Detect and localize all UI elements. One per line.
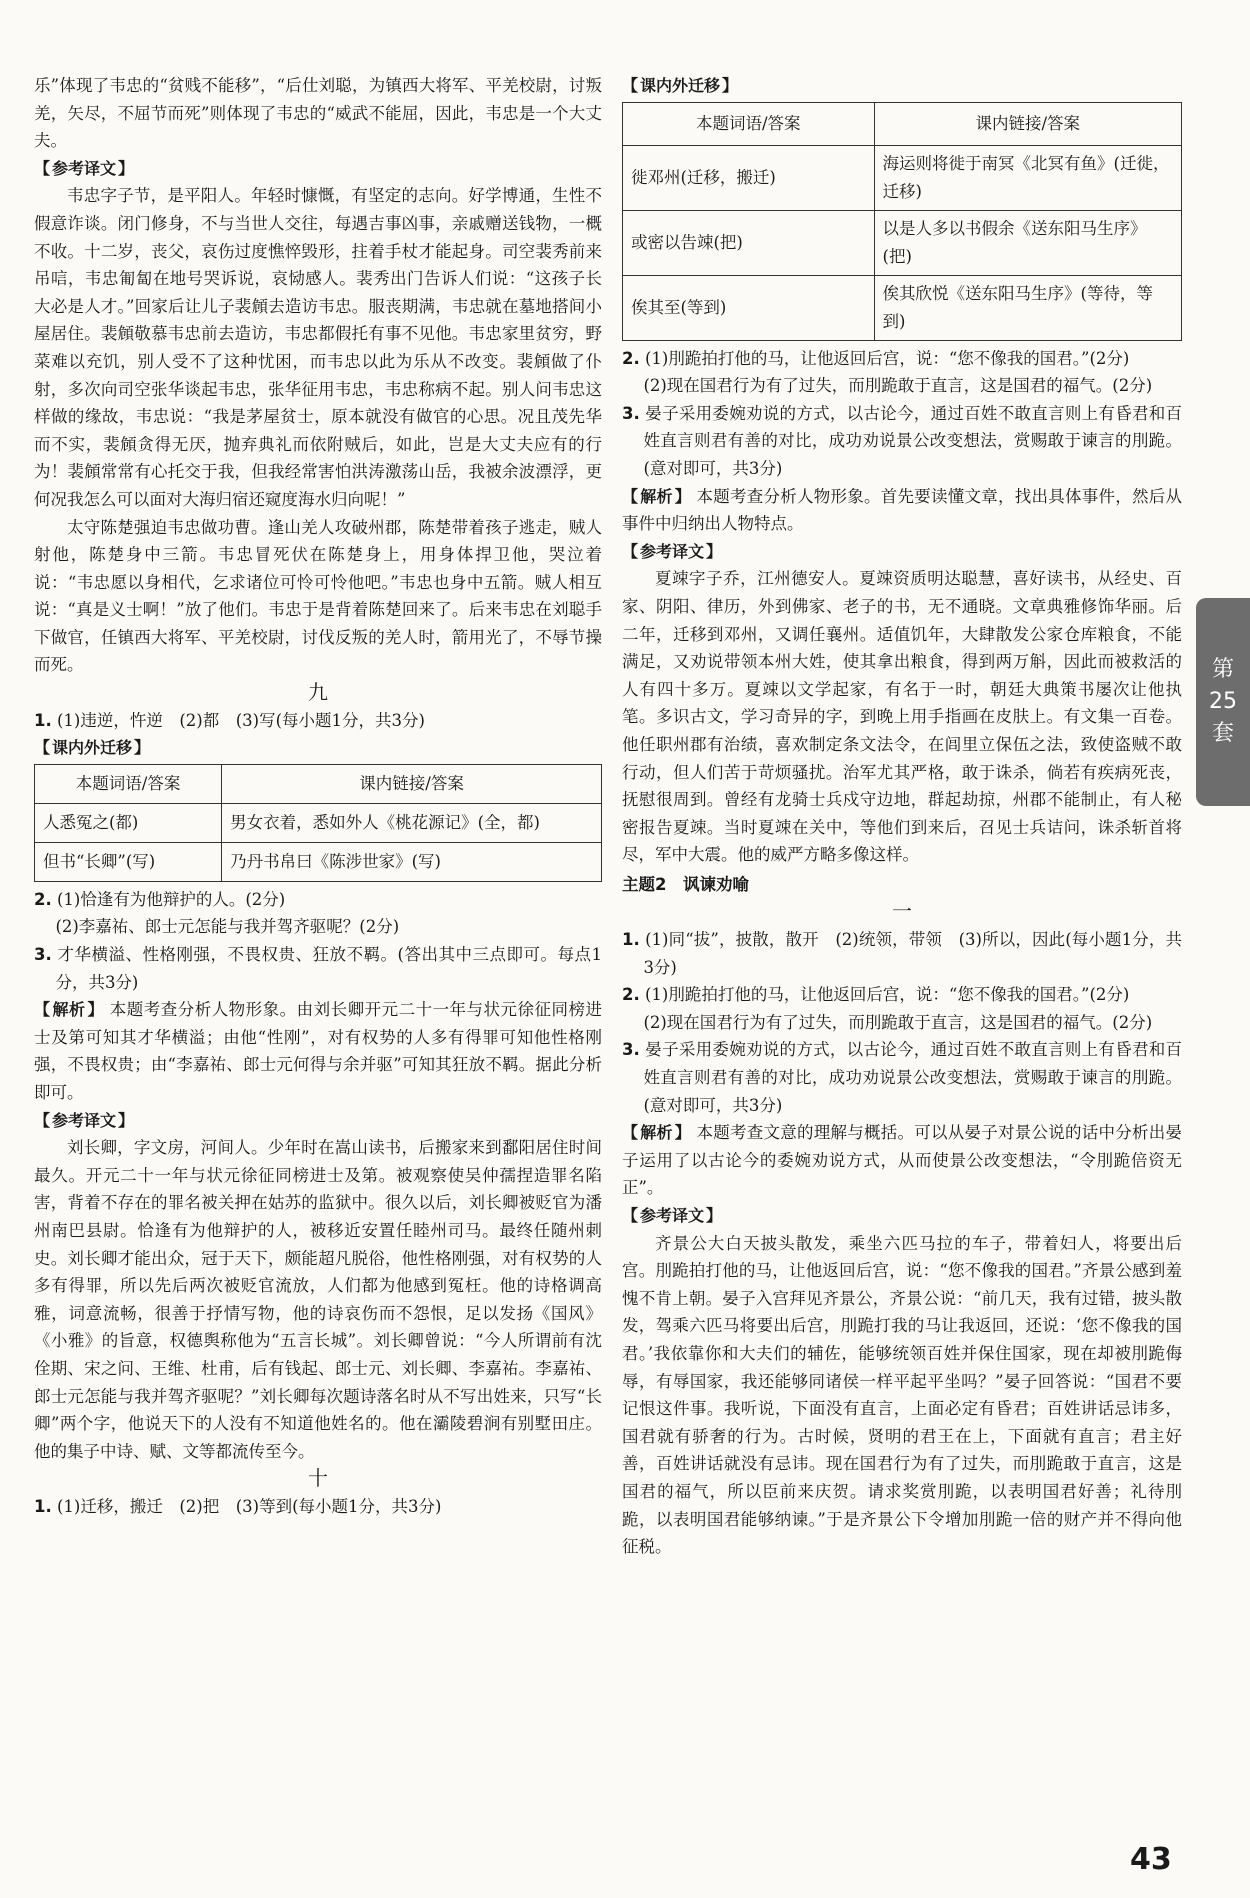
q2-10-b: (2)现在国君行为有了过失，而刖跪敢于直言，这是国君的福气。(2分): [643, 376, 1153, 396]
table9-header-1: 本题词语/答案: [35, 764, 222, 803]
table-row: [35, 842, 602, 881]
q2-t2-b: (2)现在国君行为有了过失，而刖跪敢于直言，这是国君的福气。(2分): [643, 1012, 1153, 1032]
table-cell: 徙邓州(迁移，搬迁): [623, 145, 875, 210]
topic-title: 主题2 讽谏劝喻: [622, 874, 749, 894]
analysis-9: 【 解析 】 本题考查分析人物形象。由刘长卿开元二十一年与状元徐征同榜进士及第可知其才华横溢；由他“性刚”，对有权势的人多有得罪可知他性格刚强，不畏权贵；由“李嘉祐、郎士元何得与余并驱”可知其狂放不羁。据此分析即可。: [34, 1000, 602, 1102]
right-column: [622, 72, 1182, 1561]
q3-t2: 3. 晏子采用委婉劝说的方式，以古论今，通过百姓不敢直言则上有昏君和百姓直言则君有善的对比，成功劝说景公改变想法，赏赐敢于谏言的刖跪。(意对即可，共3分): [622, 1040, 1182, 1115]
left-column: [34, 72, 602, 1521]
ref-translation-label-10: 【 参考译文 】: [622, 541, 723, 561]
intro-paragraph: 乐”体现了韦忠的“贫贱不能移”，“后仕刘聪，为镇西大将军、平羌校尉，讨叛羌，矢尽，不屈节而死”则体现了韦忠的“威武不能屈，因此，韦忠是一个大丈夫。: [34, 76, 602, 151]
page-number: 43: [1130, 1842, 1172, 1877]
analysis-10: 【 解析 】 本题考查分析人物形象。首先要读懂文章，找出具体事件，然后从事件中归纳出人物特点。: [622, 486, 1182, 534]
table-cell: 男女衣着，悉如外人《桃花源记》(全，都): [222, 803, 602, 842]
table10-header-2: 课内链接/答案: [874, 102, 1181, 145]
table-row: [623, 145, 1182, 210]
table9-header-2: 课内链接/答案: [222, 764, 602, 803]
set-number-tab: [1196, 598, 1250, 806]
transfer-label-10: 【 课内外迁移 】: [622, 76, 739, 95]
table-row: [35, 803, 602, 842]
table-cell: 但书“长卿”(写): [35, 842, 222, 881]
ref-translation-label-9: 【 参考译文 】: [34, 1110, 135, 1130]
table-cell: 海运则将徙于南冥《北冥有鱼》(迁徙，迁移): [874, 145, 1181, 210]
transfer-label-9: 【 课内外迁移 】: [34, 738, 151, 758]
q2-t2-a: 2. (1)刖跪拍打他的马，让他返回后宫，说：“您不像我的国君。”(2分): [622, 985, 1130, 1005]
table-cell: 人悉冤之(都): [35, 803, 222, 842]
tab-line-1: 第: [1211, 657, 1234, 682]
q2-10-a: 2. (1)刖跪拍打他的马，让他返回后宫，说：“您不像我的国君。”(2分): [622, 348, 1130, 368]
table-cell: 以是人多以书假余《送东阳马生序》(把): [874, 210, 1181, 275]
q3-10: 3. 晏子采用委婉劝说的方式，以古论今，通过百姓不敢直言则上有昏君和百姓直言则君有善的对比，成功劝说景公改变想法，赏赐敢于谏言的刖跪。(意对即可，共3分): [622, 403, 1182, 478]
q1-10: 1. (1)迁移，搬迁 (2)把 (3)等到(每小题1分，共3分): [34, 1496, 442, 1516]
table-cell: 俟其欣悦《送东阳马生序》(等待，等到): [874, 275, 1181, 340]
q2-9-b: (2)李嘉祐、郎士元怎能与我并驾齐驱呢？(2分): [55, 917, 400, 937]
table-cell: 俟其至(等到): [623, 275, 875, 340]
translation-t2: 齐景公大白天披头散发，乘坐六匹马拉的车子，带着妇人，将要出后宫。刖跪拍打他的马，让他返回后宫，说：“您不像我的国君。”齐景公感到羞愧不肯上朝。晏子入宫拜见齐景公，齐景公说：“前几天，我有过错，披头散发，驾乘六匹马将要出后宫，刖跪打我的马让我返回，还说：‘您不像我的国君。’我依靠你和大夫们的辅佐，能够统领百姓并保住国家，现在却被刖跪侮辱，有辱国家，我还能够同诸侯一样平起平坐吗？”晏子回答说：“国君不要记恨这件事。我听说，下面没有直言，上面必定有昏君；百姓讲话忌讳多，国君就有骄奢的行为。古时候，贤明的君王在上，下面就有直言；君主好善，百姓讲话就没有忌讳。现在国君行为有了过失，而刖跪敢于直言，这是国君的福气，所以臣前来庆贺。请求奖赏刖跪，以表明国君好善；礼待刖跪，以表明国君能够纳谏。”于是齐景公下令增加刖跪一倍的财产并不得向他征税。: [622, 1233, 1182, 1557]
translation10: 夏竦字子乔，江州德安人。夏竦资质明达聪慧，喜好读书，从经史、百家、阴阳、律历，外到佛家、老子的书，无不通晓。文章典雅修饰华丽。后二年，迁移到邓州，又调任襄州。适值饥年，大肆散发公家仓库粮食，不能满足，又劝说带领本州大姓，使其拿出粮食，得到两万斛，因此而被救活的人有四十多万。夏竦以文学起家，有名于一时，朝廷大典策书屡次让他执笔。多识古文，学习奇异的字，到晚上用手指画在皮肤上。有文集一百卷。他任职州郡有治绩，喜欢制定条文法令，在闾里立保伍之法，致使盗贼不敢行动，但人们苦于苛烦骚扰。治军尤其严格，敢于诛杀，倘若有疾病死丧，抚慰很周到。曾经有龙骑士兵戍守边地，群起劫掠，州郡不能制止，有人秘密报告夏竦。当时夏竦在关中，等他们到来后，召见士兵诘问，诛杀斩首将尽，军中大震。他的威严方略多像这样。: [622, 569, 1182, 865]
translation8-para2: 太守陈楚强迫韦忠做功曹。逢山羌人攻破州郡，陈楚带着孩子逃走，贼人射他，陈楚身中三箭。韦忠冒死伏在陈楚身上，用身体捍卫他，哭泣着说：“韦忠愿以身相代，乞求诸位可怜可怜他吧。”韦忠也身中五箭。贼人相互说：“真是义士啊！”放了他们。韦忠于是背着陈楚回来了。后来韦忠在刘聪手下做官，任镇西大将军、平羌校尉，讨伐反叛的羌人时，箭用光了，不辱节操而死。: [34, 517, 602, 675]
q1-t2: 1. (1)同“拔”，披散，散开 (2)统领，带领 (3)所以，因此(每小题1分，共3分): [622, 930, 1182, 977]
ref-translation-label: 【 参考译文 】: [34, 158, 135, 178]
table-cell: 乃丹书帛曰《陈涉世家》(写): [222, 842, 602, 881]
ref-translation-label-t2: 【 参考译文 】: [622, 1206, 723, 1225]
tab-line-2: 25: [1209, 689, 1237, 714]
table10-header-1: 本题词语/答案: [623, 102, 875, 145]
transfer-table-9: [34, 764, 602, 882]
section1-title: 一: [892, 899, 912, 924]
table-row: [623, 275, 1182, 340]
q1-9: 1. (1)违逆，忤逆 (2)都 (3)写(每小题1分，共3分): [34, 710, 425, 730]
transfer-table-10: [622, 102, 1182, 341]
section10-title: 十: [308, 1466, 328, 1491]
section9-title: 九: [308, 680, 328, 705]
table-row: [623, 210, 1182, 275]
q3-9: 3. 才华横溢、性格刚强，不畏权贵、狂放不羁。(答出其中三点即可。每点1分，共3分): [34, 945, 602, 992]
tab-line-3: 套: [1211, 721, 1234, 746]
translation8-para1: 韦忠字子节，是平阳人。年轻时慷慨，有坚定的志向。好学博通，生性不假意诈谈。闭门修身，不与当世人交往，每遇吉事凶事，亲戚赠送钱物，一概不收。十二岁，丧父，哀伤过度憔悴毁形，拄着手杖才能起身。司空裴秀前来吊唁，韦忠匍匐在地号哭诉说，哀恸感人。裴秀出门告诉人们说：“这孩子长大必是人才。”回家后让儿子裴頠去造访韦忠。服丧期满，韦忠就在墓地搭间小屋居住。裴頠敬慕韦忠前去造访，韦忠都假托有事不见他。韦忠家里贫穷，野菜难以充饥，别人受不了这种忧困，而韦忠以此为乐从不改变。裴頠做了仆射，多次向司空张华谈起韦忠，张华征用韦忠，韦忠称病不起。别人问韦忠这样做的缘故，韦忠说：“我是茅屋贫士，原本就没有做官的心思。况且茂先华而不实，裴頠贪得无厌，抛弃典礼而依附贼后，如此，岂是大丈夫应有的行为！裴頠常常有心托交于我，但我经常害怕洪涛激荡山岳，我被余波漂浮，更何况我怎么可以面对大海归宿还窥度海水归向呢！”: [34, 186, 602, 509]
table-cell: 或密以告竦(把): [623, 210, 875, 275]
translation9: 刘长卿，字文房，河间人。少年时在嵩山读书，后搬家来到鄱阳居住时间最久。开元二十一年与状元徐征同榜进士及第。被观察使吴仲孺捏造罪名陷害，背着不存在的罪名被关押在姑苏的监狱中。很久以后，刘长卿被贬官为潘州南巴县尉。恰逢有为他辩护的人，被移近安置任睦州司马。最终任随州刺史。刘长卿才能出众，冠于天下，颇能超凡脱俗，他性格刚强，对有权势的人多有得罪，所以先后两次被贬官流放，人们都为他感到冤枉。他的诗格调高雅，词意流畅，很善于抒情写物，他的诗哀伤而不怨恨，足以发扬《国风》《小雅》的旨意，权德舆称他为“五言长城”。刘长卿曾说：“今人所谓前有沈佺期、宋之问、王维、杜甫，后有钱起、郎士元、刘长卿、李嘉祐。李嘉祐、郎士元怎能与我并驾齐驱呢？”刘长卿每次题诗落名时从不写出姓来，只写“长卿”两个字，他说天下的人没有不知道他姓名的。他在灞陵碧涧有别墅田庄。他的集子中诗、赋、文等都流传至今。: [34, 1138, 602, 1461]
analysis-t2: 【 解析 】 本题考查文意的理解与概括。可以从晏子对景公说的话中分析出晏子运用了以古论今的委婉劝说方式，从而使景公改变想法，“令刖跪倍资无正”。: [622, 1123, 1182, 1198]
q2-9-a: 2. (1)恰逢有为他辩护的人。(2分): [34, 889, 286, 909]
